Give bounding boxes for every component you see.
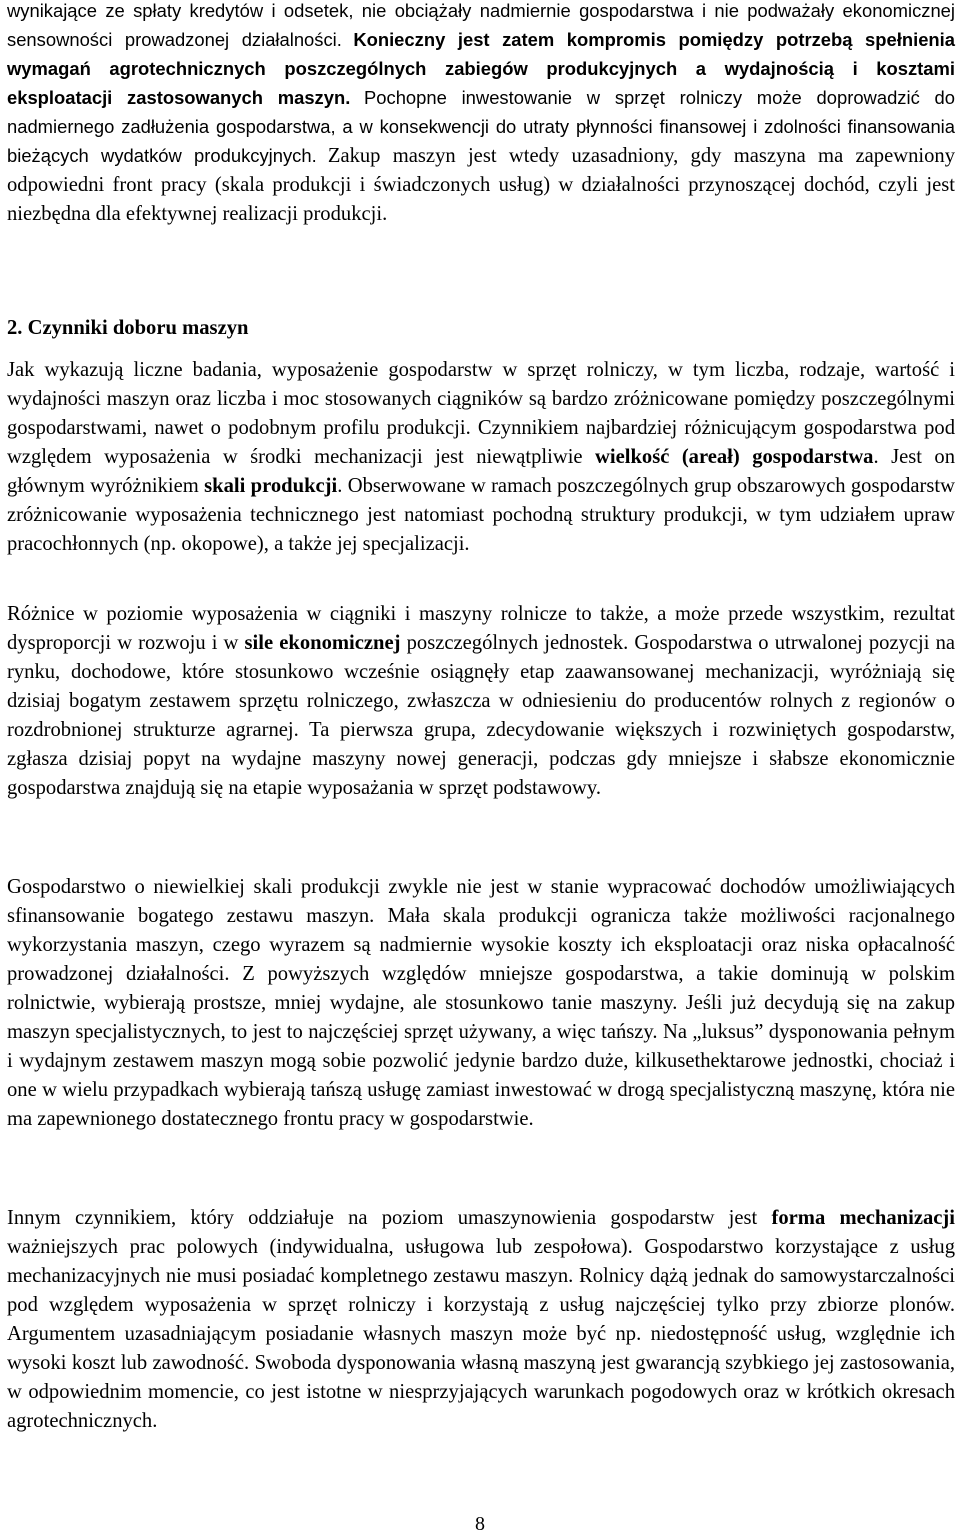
differences-text-2: poszczególnych jednostek. Gospodarstwa o utrwalonej pozycji na rynku, dochodowe, które stosunkowo wcześnie osiągnęły etap zaawansowanej mechanizacji, wyróżniają się dzisiaj bogatym zestawem sprzętu rolniczego, zwłaszcza w odniesieniu do producentów rolnych z regionów o rozdrobnionej strukturze agrarnej. Ta pierwsza grupa, zdecydowanie większych i rozwiniętych gospodarstw, zgłasza dzisiaj popyt na wydajne maszyny nowej generacji, podczas gdy mniejsze i słabsze ekonomicznie gospodarstwa znajdują się na etapie wyposażania w sprzęt podstawowy. xyxy=(7,632,956,799)
differences-text-1: Różnice w poziomie wyposażenia w ciągniki i maszyny rolnicze to także, a może przede wszystkim, rezultat dysproporcji w rozwoju i w xyxy=(7,603,955,654)
mechanization-text-2: ważniejszych prac polowych (indywidualna, usługowa lub zespołowa). Gospodarstwo korzystające z usług mechanizacyjnych nie musi posiadać kompletnego zestawu maszyn. Rolnicy dążą jednak do samowystarczalności pod względem wyposażenia w sprzęt rolniczy i korzystają z usług najczęściej tylko przy zbiorze plonów. Argumentem uzasadniającym posiadanie własnych maszyn może być np. niedostępność usług, względnie ich wysoki koszt lub zawodność. Swoboda dysponowania własną maszyną jest gwarancją szybkiego jej zastosowania, w odpowiednim momencie, co jest istotne w niesprzyjających warunkach pogodowych oraz w krótkich okresach agrotechnicznych. xyxy=(7,1236,955,1432)
section-heading: 2. Czynniki doboru maszyn xyxy=(7,317,249,339)
mechanization-bold-form: forma mechanizacji xyxy=(771,1207,955,1229)
paragraph-mechanization xyxy=(7,1204,955,1436)
intro-sentence-3: Pochopne inwestowanie w sprzęt rolniczy może doprowadzić do nadmiernego zadłużenia gospodarstwa, a w konsekwencji do utraty płynności finansowej i zdolności finansowania bieżących wydatków produkcyjnych. xyxy=(7,87,955,166)
paragraph-intro xyxy=(7,0,955,229)
factors-bold-farm-size: wielkość (areał) gospodarstwa xyxy=(595,446,874,468)
intro-sentence-4: Zakup maszyn jest wtedy uzasadniony, gdy maszyna ma zapewniony odpowiedni front pracy (skala produkcji i świadczonych usług) w działalności przynoszącej dochód, czyli jest niezbędna dla efektywnej realizacji produkcji. xyxy=(7,145,955,225)
factors-bold-scale: skali produkcji xyxy=(204,475,338,497)
differences-bold-economic: sile ekonomicznej xyxy=(244,632,401,654)
mechanization-text-1: Innym czynnikiem, który oddziałuje na poziom umaszynowienia gospodarstw jest xyxy=(7,1207,758,1229)
paragraph-factors xyxy=(7,356,955,559)
factors-text-2: . Jest on głównym wyróżnikiem xyxy=(7,446,955,497)
factors-text-3: . Obserwowane w ramach poszczególnych grup obszarowych gospodarstw zróżnicowanie wyposażenia technicznego jest natomiast pochodną struktury produkcji, w tym udziałem upraw pracochłonnych (np. okopowe), a także jej specjalizacji. xyxy=(7,475,955,555)
page-number: 8 xyxy=(475,1513,485,1535)
intro-sentence-bold: Konieczny jest zatem kompromis pomiędzy potrzebą spełnienia wymagań agrotechnicznych poszczególnych zabiegów produkcyjnych a wydajnością i kosztami eksploatacji zastosowanych maszyn. xyxy=(7,29,955,108)
paragraph-intro-text xyxy=(7,0,955,229)
factors-text-1: Jak wykazują liczne badania, wyposażenie gospodarstw w sprzęt rolniczy, w tym liczba, rodzaje, wartość i wydajności maszyn oraz liczba i moc stosowanych ciągników są bardzo zróżnicowane pomiędzy poszczególnymi gospodarstwami, nawet o podobnym profilu produkcji. Czynnikiem najbardziej różnicującym gospodarstwa pod względem wyposażenia w środki mechanizacji jest niewątpliwie xyxy=(7,359,955,468)
paragraph-differences xyxy=(7,600,955,803)
intro-sentence-1: wynikające ze spłaty kredytów i odsetek, nie obciążały nadmiernie gospodarstwa i nie podważały ekonomicznej sensowności prowadzonej działalności. xyxy=(7,0,955,50)
paragraph-small-scale xyxy=(7,873,955,1134)
small-scale-text: Gospodarstwo o niewielkiej skali produkcji zwykle nie jest w stanie wypracować dochodów umożliwiających sfinansowanie bogatego zestawu maszyn. Mała skala produkcji ogranicza także możliwości racjonalnego wykorzystania maszyn, czego wyrazem są nadmiernie wysokie koszty ich eksploatacji oraz niska opłacalność prowadzonej działalności. Z powyższych względów mniejsze gospodarstwa, a takie dominują w polskim rolnictwie, wybierają prostsze, mniej wydajne, ale stosunkowo tanie maszyny. Jeśli już decydują się na zakup maszyn specjalistycznych, to jest to najczęściej sprzęt używany, a więc tańszy. Na „luksus” dysponowania pełnym i wydajnym zestawem maszyn mogą sobie pozwolić jedynie bardzo duże, kilkusethektarowe jednostki, chociaż i one w wielu przypadkach wybierają tańszą usługę zamiast inwestować w drogą specjalistyczną maszynę, która nie ma zapewnionego dostatecznego frontu pracy w gospodarstwie. xyxy=(7,876,955,1130)
